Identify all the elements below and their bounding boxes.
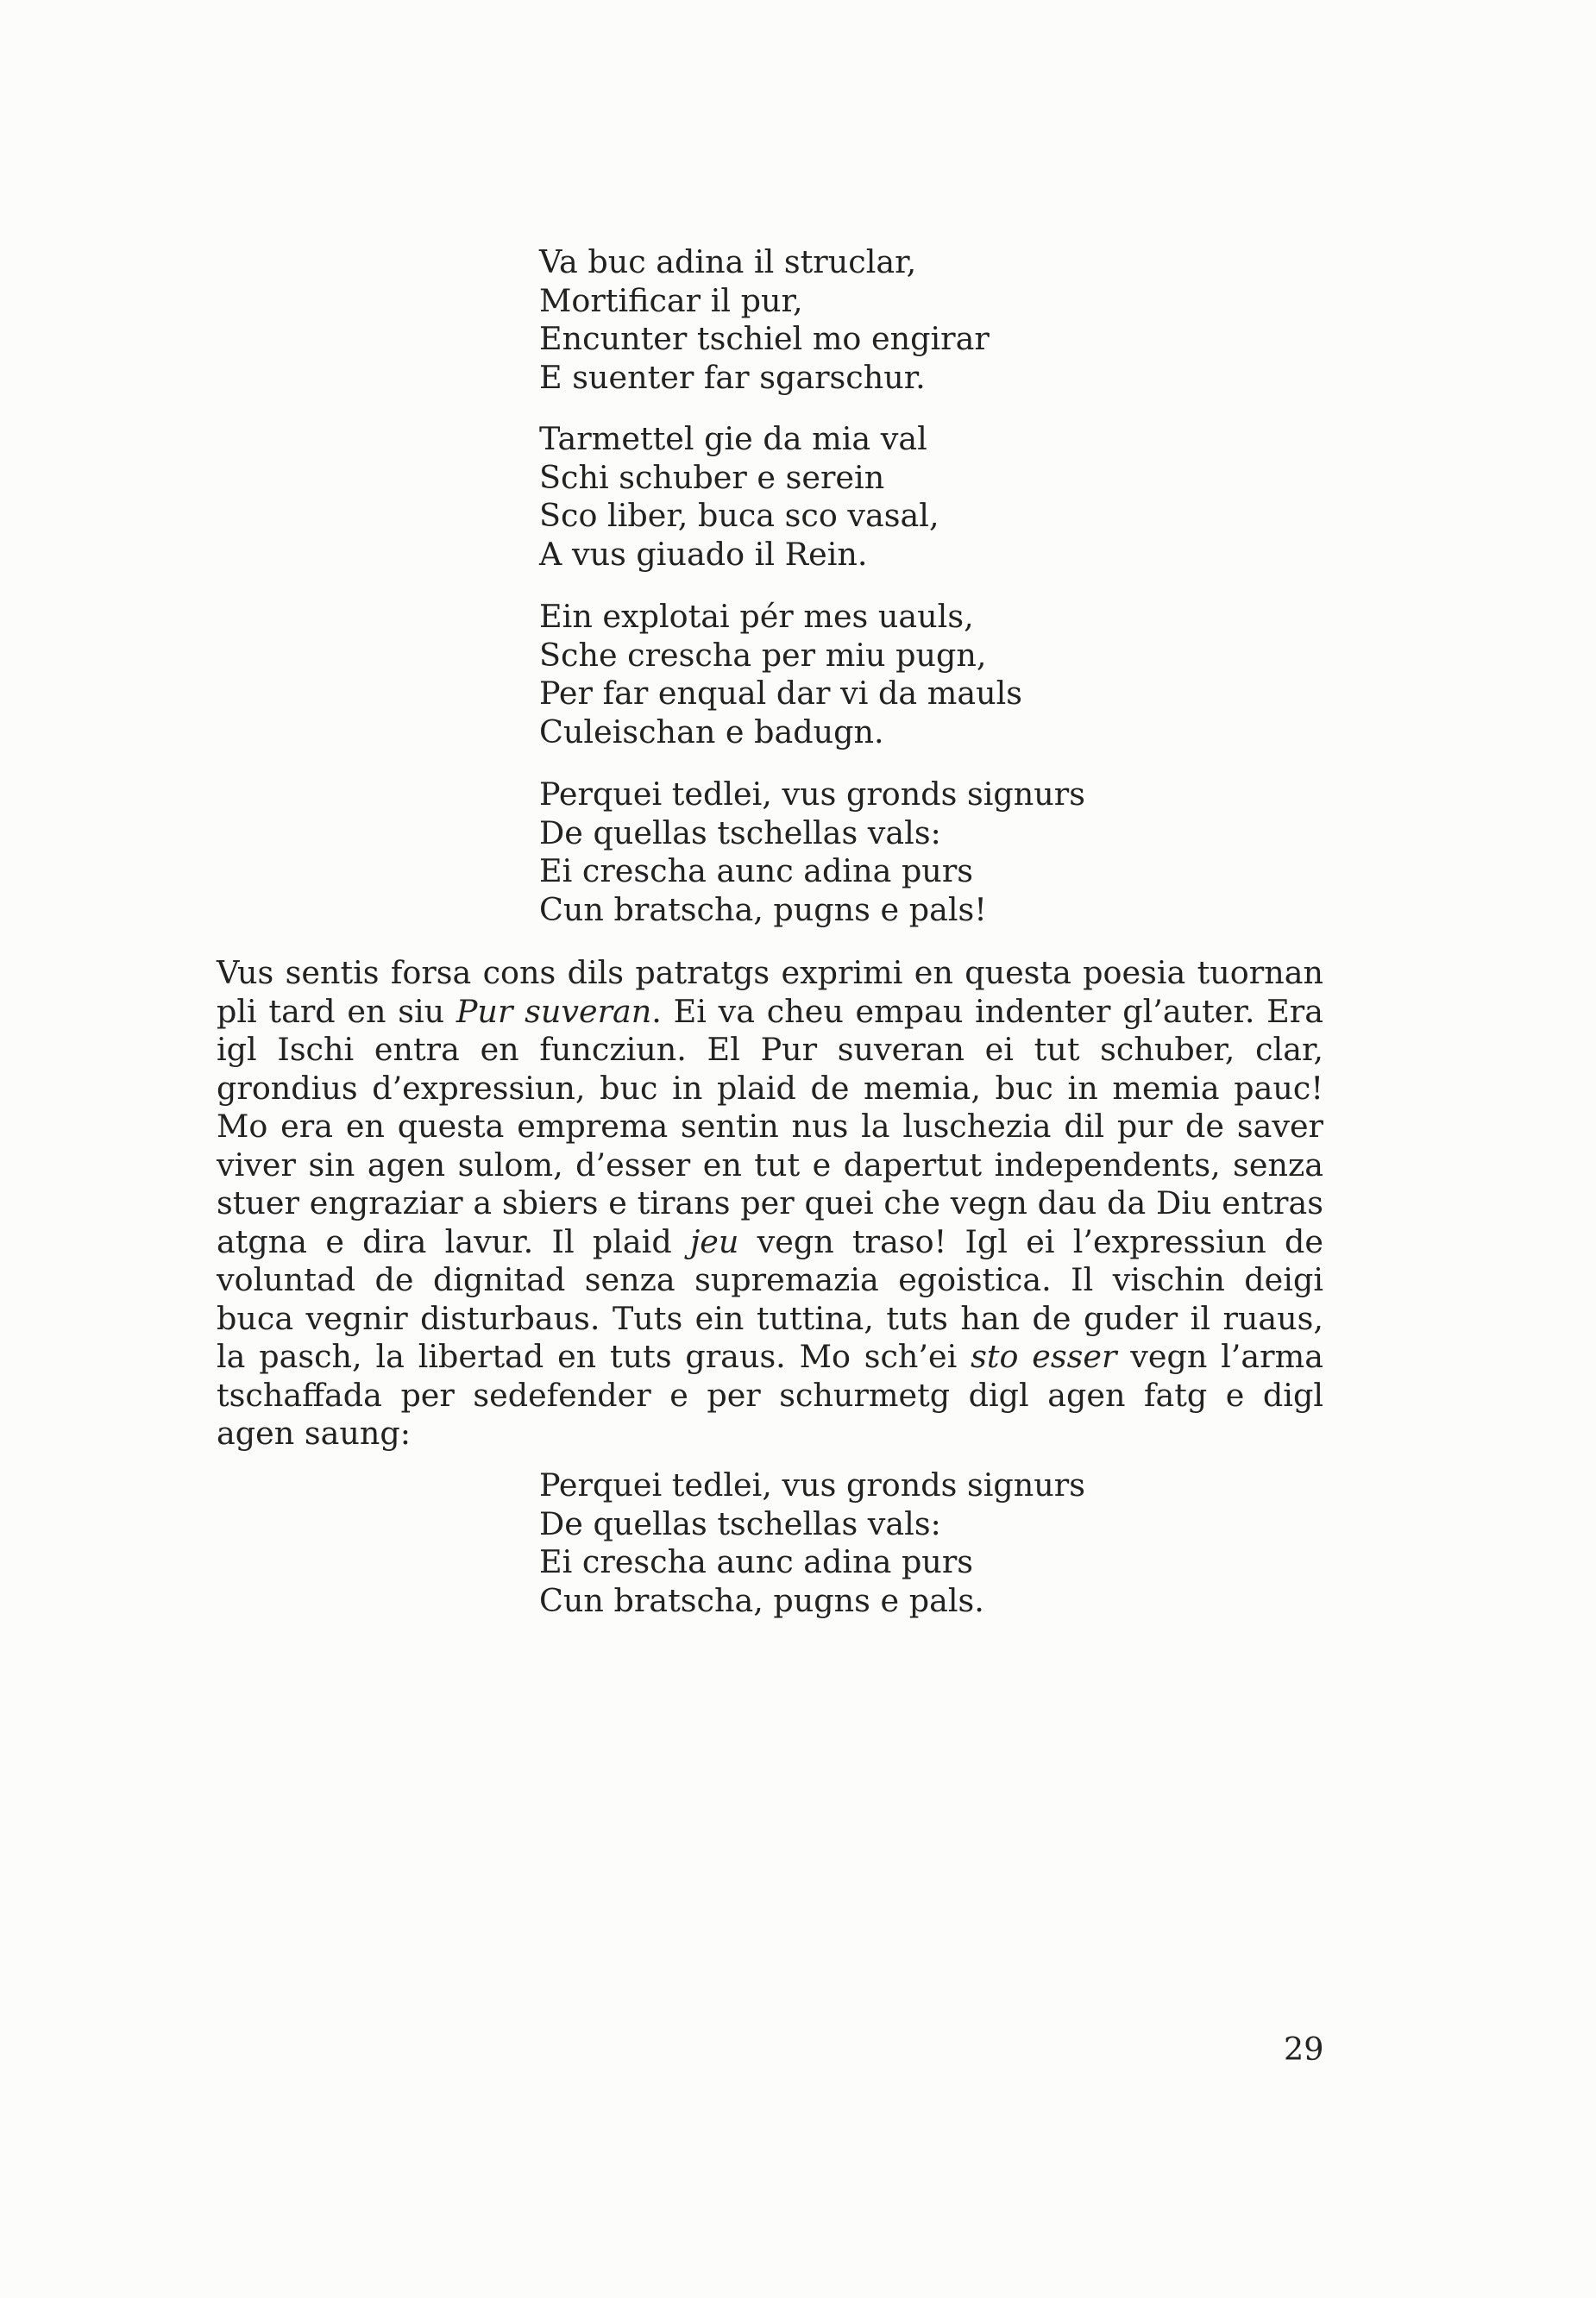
page-number: 29 [1284, 2031, 1324, 2068]
prose-text: vegn l’arma tschaffada per sedefender e per schurmetg digl agen fatg e digl agen saung: [217, 1338, 1323, 1452]
poem-line: Perquei tedlei, vus gronds signurs [539, 1466, 1085, 1504]
poem-line: De quellas tschellas vals: [539, 1504, 941, 1542]
poem-line: E suenter far sgarschur. [539, 358, 926, 396]
prose-italic-word: jeu [689, 1222, 739, 1260]
poem-line: Ein explotai pér mes uauls, [539, 598, 974, 635]
poem-line: Sche crescha per miu pugn, [539, 636, 987, 674]
poem-stanza-4 [539, 775, 1085, 929]
poem-line: Cun bratscha, pugns e pals! [539, 890, 987, 928]
poem-line: Cun bratscha, pugns e pals. [539, 1581, 984, 1619]
prose-italic-phrase: sto esser [971, 1338, 1117, 1375]
poem-line: Ei crescha aunc adina purs [539, 1543, 973, 1580]
poem-line: Encunter tschiel mo engirar [539, 320, 990, 357]
quoted-stanza [539, 1466, 1085, 1620]
poem-stanza-1 [539, 243, 990, 397]
poem-line: Culeischan e badugn. [539, 713, 884, 750]
poem-line: Mortificar il pur, [539, 281, 803, 319]
poem-stanza-3 [539, 598, 1022, 751]
prose-text: . Ei va cheu empau indenter gl’auter. Era igl Ischi entra en funcziun. El Pur suveran ei tut schuber, clar, grondius d’expressiun, buc in plaid de memia, buc in memia pauc! Mo era en questa emprema sentin nus la luschezia dil pur de saver viver sin agen sulom, d’esser en tut e dapertut independents, senza stuer engraziar a sbiers e tirans per quei che vegn dau da Diu entras atgna e dira lavur. Il plaid [217, 992, 1323, 1260]
poem-line: Schi schuber e serein [539, 458, 885, 496]
prose-italic-title: Pur suveran [456, 992, 652, 1030]
poem-line: Sco liber, buca sco vasal, [539, 497, 939, 534]
prose-paragraph [217, 954, 1323, 1454]
poem-line: Ei crescha aunc adina purs [539, 852, 973, 889]
poem-line: De quellas tschellas vals: [539, 813, 941, 851]
poem-line: Per far enqual dar vi da mauls [539, 675, 1022, 712]
poem-line: A vus giuado il Rein. [539, 535, 868, 573]
poem-line: Va buc adina il struclar, [539, 243, 917, 280]
prose-text: vegn traso! Igl ei l’expressiun de voluntad de dignitad senza supremazia egoistica. Il vischin deigi buca vegnir disturbaus. Tuts ein tuttina, tuts han de guder il ruaus, la pasch, la libertad en tuts graus. Mo sch’ei [217, 1222, 1323, 1375]
poem-line: Perquei tedlei, vus gronds signurs [539, 775, 1085, 813]
poem-line: Tarmettel gie da mia val [539, 420, 927, 457]
poem-stanza-2 [539, 420, 939, 574]
prose-text: Vus sentis forsa cons dils patratgs exprimi en questa poesia tuornan pli tard en siu [217, 954, 1323, 1030]
